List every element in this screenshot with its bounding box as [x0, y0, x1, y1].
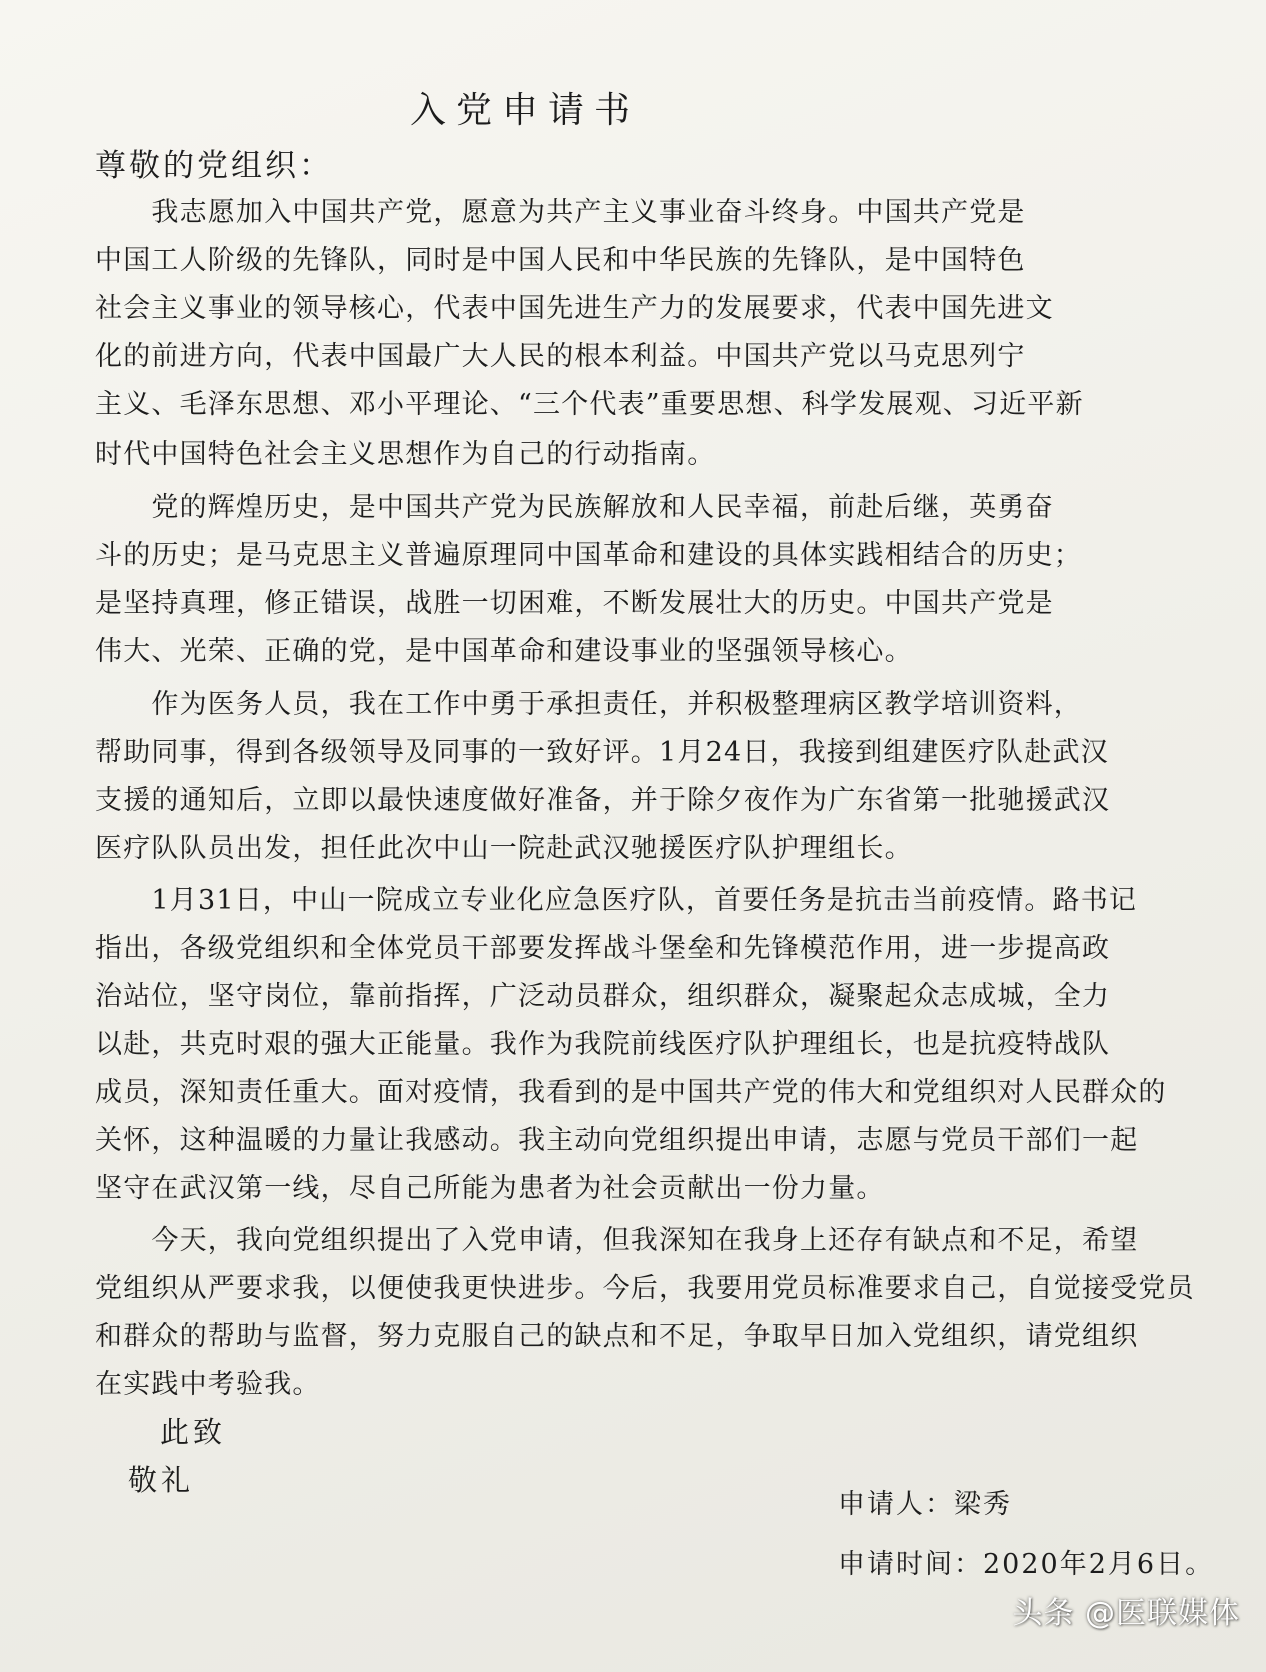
body-line: 主义、毛泽东思想、邓小平理论、“三个代表”重要思想、科学发展观、习近平新: [95, 389, 1084, 420]
body-line: 医疗队队员出发，担任此次中山一院赴武汉驰援医疗队护理组长。: [95, 833, 913, 864]
salutation: 尊敬的党组织：: [95, 148, 333, 184]
application-date: 申请时间：2020年2月6日。: [838, 1549, 1215, 1580]
body-line: 社会主义事业的领导核心，代表中国先进生产力的发展要求，代表中国先进文: [95, 293, 1054, 324]
body-line: 斗的历史；是马克思主义普遍原理同中国革命和建设的具体实践相结合的历史；: [95, 540, 1082, 571]
body-line: 今天，我向党组织提出了入党申请，但我深知在我身上还存有缺点和不足，希望: [95, 1225, 1139, 1256]
body-line: 党的辉煌历史，是中国共产党为民族解放和人民幸福，前赴后继，英勇奋: [95, 492, 1054, 523]
body-line: 时代中国特色社会主义思想作为自己的行动指南。: [95, 439, 716, 470]
body-line: 1月31日，中山一院成立专业化应急医疗队，首要任务是抗击当前疫情。路书记: [95, 885, 1138, 916]
body-line: 和群众的帮助与监督，努力克服自己的缺点和不足，争取早日加入党组织，请党组织: [95, 1321, 1139, 1352]
closing-jing-li: 敬礼: [128, 1463, 195, 1497]
body-line: 关怀，这种温暖的力量让我感动。我主动向党组织提出申请，志愿与党员干部们一起: [95, 1125, 1139, 1156]
body-line: 坚守在武汉第一线，尽自己所能为患者为社会贡献出一份力量。: [95, 1173, 885, 1204]
toutiao-watermark: 头条 @医联媒体: [1012, 1596, 1240, 1631]
body-line: 治站位，坚守岗位，靠前指挥，广泛动员群众，组织群众，凝聚起众志成城，全力: [95, 981, 1111, 1012]
body-line: 帮助同事，得到各级领导及同事的一致好评。1月24日，我接到组建医疗队赴武汉: [95, 737, 1109, 768]
document-title: 入党申请书: [410, 90, 641, 131]
body-line: 党组织从严要求我，以便使我更快进步。今后，我要用党员标准要求自己，自觉接受党员: [95, 1273, 1195, 1304]
applicant-signature: 申请人：梁秀: [838, 1489, 1012, 1520]
body-line: 伟大、光荣、正确的党，是中国革命和建设事业的坚强领导核心。: [95, 636, 913, 667]
body-line: 化的前进方向，代表中国最广大人民的根本利益。中国共产党以马克思列宁: [95, 341, 1026, 372]
body-line: 作为医务人员，我在工作中勇于承担责任，并积极整理病区教学培训资料，: [95, 689, 1082, 720]
body-line: 是坚持真理，修正错误，战胜一切困难，不断发展壮大的历史。中国共产党是: [95, 588, 1054, 619]
body-line: 我志愿加入中国共产党，愿意为共产主义事业奋斗终身。中国共产党是: [95, 197, 1026, 228]
body-line: 在实践中考验我。: [95, 1369, 321, 1400]
body-line: 以赴，共克时艰的强大正能量。我作为我院前线医疗队护理组长，也是抗疫特战队: [95, 1029, 1111, 1060]
body-line: 指出，各级党组织和全体党员干部要发挥战斗堡垒和先锋模范作用，进一步提高政: [95, 933, 1111, 964]
closing-ci-zhi: 此致: [160, 1415, 227, 1449]
body-line: 支援的通知后，立即以最快速度做好准备，并于除夕夜作为广东省第一批驰援武汉: [95, 785, 1111, 816]
body-line: 中国工人阶级的先锋队，同时是中国人民和中华民族的先锋队，是中国特色: [95, 245, 1026, 276]
body-line: 成员，深知责任重大。面对疫情，我看到的是中国共产党的伟大和党组织对人民群众的: [95, 1077, 1167, 1108]
